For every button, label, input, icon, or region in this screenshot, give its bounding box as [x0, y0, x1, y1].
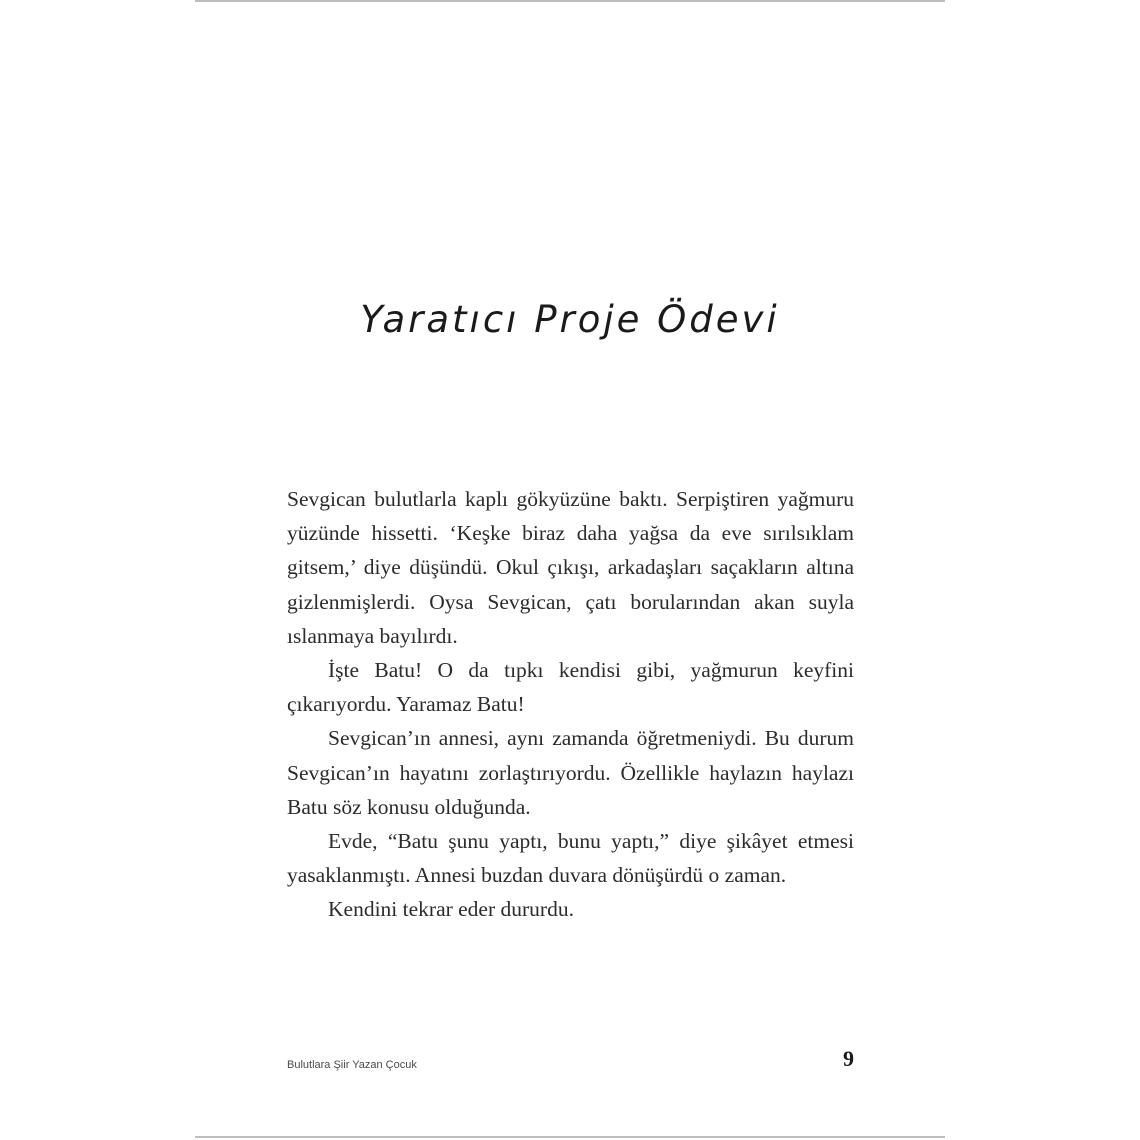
chapter-title: Yaratıcı Proje Ödevi — [360, 298, 780, 341]
paragraph-5: Kendini tekrar eder dururdu. — [328, 897, 574, 922]
page-number: 9 — [843, 1046, 854, 1071]
body-text — [287, 482, 854, 927]
paragraph-4: Evde, “Batu şunu yaptı, bunu yaptı,” diye şikâyet etmesi yasaklanmıştı. Annesi buzdan duvara dönüşürdü o zaman. — [287, 829, 854, 888]
paragraph-3: Sevgican’ın annesi, aynı zamanda öğretmeniydi. Bu durum Sevgican’ın hayatını zorlaştırıyordu. Özellikle haylazın haylazı Batu söz konusu olduğunda. — [287, 726, 854, 819]
top-rule — [195, 0, 945, 2]
bottom-rule — [195, 1136, 945, 1138]
paragraph-2: İşte Batu! O da tıpkı kendisi gibi, yağmurun keyfini çıkarıyordu. Yaramaz Batu! — [287, 658, 854, 717]
paragraph-1: Sevgican bulutlarla kaplı gökyüzüne baktı. Serpiştiren yağmuru yüzünde hissetti. ‘Keşke biraz daha yağsa da eve sırılsıklam gitsem,’ diye düşündü. Okul çıkışı, arkadaşları saçakların altına gizlenmişlerdi. Oysa Sevgican, çatı borularından akan suyla ıslanmaya bayılırdı. — [287, 487, 854, 648]
running-footer-book-title: Bulutlara Şiir Yazan Çocuk — [287, 1059, 417, 1071]
